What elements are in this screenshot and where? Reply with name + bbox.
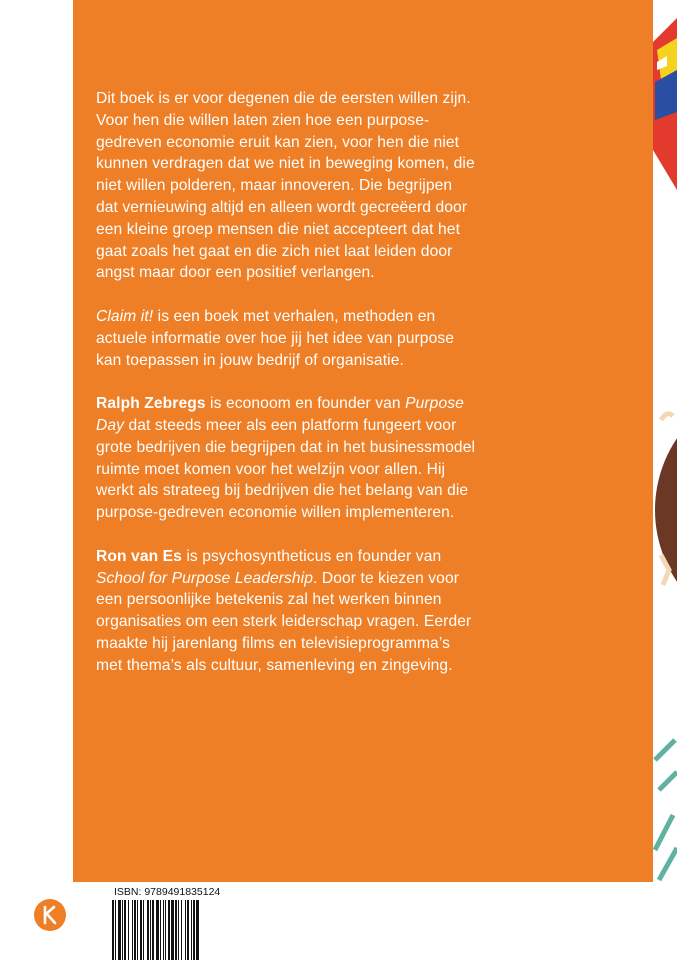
book-description-text: is een boek met verhalen, methoden en actuele informatie over hoe jij het idee van purpose kan toepassen in jouw bedrijf of organisatie. bbox=[96, 307, 455, 369]
back-cover-text bbox=[96, 88, 476, 698]
organization-name: Purpose Day bbox=[96, 395, 464, 434]
isbn-label: ISBN: 9789491835124 bbox=[114, 886, 221, 898]
author-bio-ralph bbox=[96, 393, 476, 524]
barcode bbox=[112, 900, 230, 960]
decorative-badge bbox=[653, 380, 677, 640]
author-bio-text: is psychosyntheticus en founder van bbox=[181, 547, 442, 565]
book-description bbox=[96, 306, 476, 371]
author-bio-ron bbox=[96, 546, 476, 677]
author-bio-text: dat steeds meer als een platform fungeert voor grote bedrijven die begrijpen dat in het businessmodel ruimte moet komen voor het welzijn voor allen. Hij werkt als strateeg bij bedrijven die het belang van die purpose-gedreven economie willen implementeren. bbox=[96, 416, 476, 522]
organization-name: School for Purpose Leadership bbox=[96, 569, 314, 587]
blurb-paragraph: Dit boek is er voor degenen die de eersten willen zijn. Voor hen die willen laten zien hoe een purpose-gedreven economie eruit kan zien, voor hen die niet kunnen verdragen dat we niet in beweging komen, die niet willen polderen, maar innoveren. Die begrijpen dat vernieuwing altijd en alleen wordt gecreëerd door een kleine groep mensen die niet accepteert dat het gaat zoals het gaat en die zich niet laat leiden door angst maar door een positief verlangen. bbox=[96, 90, 475, 282]
decorative-lines bbox=[653, 720, 677, 920]
author-name: Ron van Es bbox=[96, 547, 182, 565]
publisher-logo-icon bbox=[34, 899, 66, 931]
author-bio-text: is econoom en founder van bbox=[205, 395, 406, 413]
author-bio-text: . Door te kiezen voor een persoonlijke betekenis zal het werken binnen organisaties om een sterk leiderschap vragen. Eerder maakte hij jarenlang films en televisieprogramma’s met thema’s als cultuur, samenleving en zingeving. bbox=[96, 569, 472, 674]
author-name: Ralph Zebregs bbox=[96, 395, 206, 413]
book-title: Claim it! bbox=[96, 307, 154, 325]
decorative-image-top bbox=[653, 0, 677, 200]
